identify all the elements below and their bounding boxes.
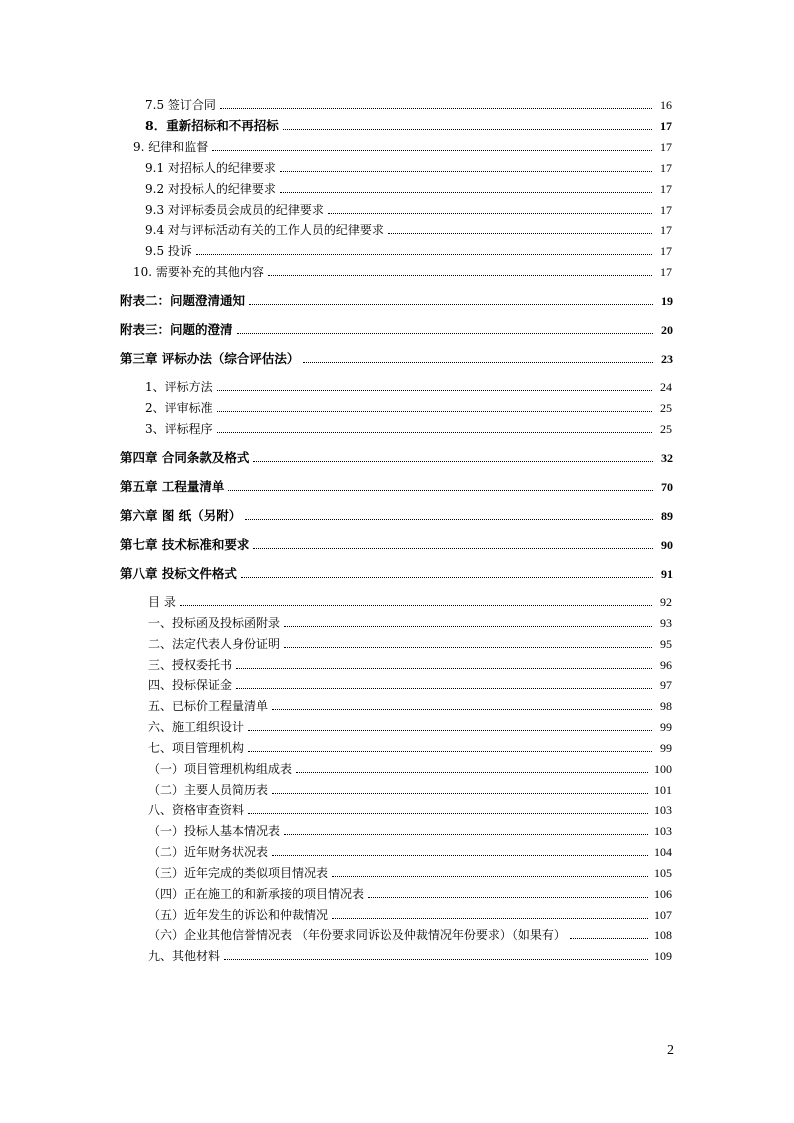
toc-entry-label: （一）投标人基本情况表: [148, 824, 281, 838]
toc-entry: [120, 451, 673, 465]
toc-entry-label: 五、已标价工程量清单: [148, 699, 269, 713]
toc-entry-page: 95: [660, 637, 672, 651]
toc-entry: [145, 380, 672, 394]
toc-entry-label: （一）项目管理机构组成表: [148, 762, 293, 776]
toc-entry-label: 9.3 对评标委员会成员的纪律要求: [145, 203, 324, 217]
toc-entry-label: 一、投标函及投标函附录: [148, 616, 281, 630]
toc-entry-page: 17: [660, 203, 672, 217]
leader-dots: [249, 303, 653, 305]
toc-entry-label: 9.4 对与评标活动有关的工作人员的纪律要求: [145, 223, 384, 237]
toc-entry-page: 106: [654, 887, 672, 901]
toc-entry-label: 九、其他材料: [148, 949, 221, 963]
toc-entry-label: 7.5 签订合同: [145, 98, 216, 112]
toc-entry: [148, 762, 672, 776]
toc-entry: [148, 741, 672, 755]
toc-entry-label: 第四章 合同条款及格式: [120, 450, 250, 465]
toc-entry: [148, 637, 672, 651]
toc-entry-label: 第八章 投标文件格式: [120, 566, 237, 581]
leader-dots: [272, 792, 648, 794]
toc-entry-label: 八、资格审查资料: [148, 803, 245, 817]
leader-dots: [388, 232, 652, 234]
toc-entry-label: 四、投标保证金: [148, 678, 233, 692]
toc-entry: [120, 509, 673, 523]
leader-dots: [224, 958, 648, 960]
toc-entry-label: 目 录: [148, 595, 176, 609]
toc-entry: [148, 803, 672, 817]
leader-dots: [236, 667, 652, 669]
toc-entry-label: 10. 需要补充的其他内容: [133, 265, 264, 279]
toc-entry-page: 97: [660, 678, 672, 692]
toc-entry-page: 20: [661, 323, 673, 337]
toc-entry-page: 103: [654, 803, 672, 817]
leader-dots: [217, 389, 652, 391]
toc-entry-label: 第五章 工程量清单: [120, 479, 225, 494]
toc-entry-page: 19: [661, 294, 673, 308]
toc-entry-label: （六）企业其他信誉情况表 （年份要求同诉讼及仲裁情况年份要求）（如果有）: [148, 928, 566, 942]
toc-entry-label: 9. 纪律和监督: [133, 140, 209, 154]
toc-entry: [148, 908, 672, 922]
leader-dots: [217, 431, 652, 433]
toc-entry: [145, 119, 672, 133]
toc-entry-page: 17: [660, 161, 672, 175]
toc-entry-page: 90: [661, 538, 673, 552]
toc-entry-label: （三）近年完成的类似项目情况表: [148, 866, 329, 880]
toc-entry: [148, 616, 672, 630]
leader-dots: [284, 833, 648, 835]
toc-entry-label: （二）近年财务状况表: [148, 845, 269, 859]
leader-dots: [332, 917, 648, 919]
leader-dots: [268, 274, 652, 276]
leader-dots: [280, 170, 652, 172]
leader-dots: [332, 875, 648, 877]
toc-entry-page: 103: [654, 824, 672, 838]
toc-entry-label: 1、评标方法: [145, 380, 213, 394]
toc-entry-label: 9.2 对投标人的纪律要求: [145, 182, 276, 196]
leader-dots: [217, 410, 652, 412]
toc-entry-page: 105: [654, 866, 672, 880]
toc-entry-page: 104: [654, 845, 672, 859]
leader-dots: [253, 547, 653, 549]
toc-entry: [148, 720, 672, 734]
toc-entry-label: 8．重新招标和不再招标: [145, 118, 279, 133]
toc-entry: [148, 866, 672, 880]
toc-entry-label: 9.5 投诉: [145, 244, 192, 258]
toc-entry-page: 99: [660, 720, 672, 734]
toc-entry: [145, 401, 672, 415]
toc-entry-page: 92: [660, 595, 672, 609]
toc-entry: [148, 949, 672, 963]
toc-entry-page: 25: [660, 401, 672, 415]
leader-dots: [228, 489, 653, 491]
toc-entry-page: 17: [660, 119, 672, 133]
toc-entry-page: 32: [661, 451, 673, 465]
toc-entry-page: 17: [660, 140, 672, 154]
toc-entry: [148, 658, 672, 672]
toc-entry-label: 附表二：问题澄清通知: [120, 293, 246, 308]
toc-entry-page: 17: [660, 182, 672, 196]
toc-entry-page: 96: [660, 658, 672, 672]
toc-entry-page: 70: [661, 480, 673, 494]
leader-dots: [248, 812, 648, 814]
toc-entry: [145, 223, 672, 237]
toc-entry: [120, 480, 673, 494]
toc-entry-page: 100: [654, 762, 672, 776]
toc-entry-label: （四）正在施工的和新承接的项目情况表: [148, 887, 365, 901]
leader-dots: [570, 937, 648, 939]
toc-entry-page: 16: [660, 98, 672, 112]
toc-entry: [145, 203, 672, 217]
toc-entry: [148, 845, 672, 859]
leader-dots: [284, 625, 652, 627]
toc-entry-page: 23: [661, 352, 673, 366]
toc-entry: [148, 595, 672, 609]
toc-entry: [148, 699, 672, 713]
toc-entry-page: 25: [660, 422, 672, 436]
leader-dots: [253, 460, 653, 462]
leader-dots: [303, 361, 653, 363]
toc-entry-label: 第六章 图 纸（另附）: [120, 508, 242, 523]
toc-entry: [133, 265, 672, 279]
toc-entry: [120, 567, 673, 581]
toc-entry-label: （二）主要人员简历表: [148, 783, 269, 797]
toc-entry-page: 93: [660, 616, 672, 630]
leader-dots: [272, 854, 648, 856]
toc-entry-page: 99: [660, 741, 672, 755]
toc-entry: [133, 140, 672, 154]
toc-entry: [148, 783, 672, 797]
leader-dots: [248, 750, 652, 752]
toc-entry-page: 107: [654, 908, 672, 922]
leader-dots: [220, 107, 652, 109]
toc-entry: [120, 323, 673, 337]
toc-entry-page: 101: [654, 783, 672, 797]
leader-dots: [328, 212, 652, 214]
leader-dots: [236, 687, 652, 689]
leader-dots: [237, 332, 653, 334]
leader-dots: [283, 128, 652, 130]
toc-entry: [145, 244, 672, 258]
toc-entry-label: 七、项目管理机构: [148, 741, 245, 755]
leader-dots: [245, 518, 653, 520]
toc-entry-label: 六、施工组织设计: [148, 720, 245, 734]
toc-entry: [145, 422, 672, 436]
leader-dots: [212, 149, 652, 151]
toc-entry: [148, 928, 672, 942]
leader-dots: [180, 604, 652, 606]
leader-dots: [296, 771, 648, 773]
leader-dots: [241, 576, 653, 578]
leader-dots: [280, 191, 652, 193]
toc-entry-label: 2、评审标准: [145, 401, 213, 415]
toc-entry-page: 91: [661, 567, 673, 581]
toc-entry-page: 108: [654, 928, 672, 942]
toc-entry: [148, 824, 672, 838]
toc-entry: [120, 538, 673, 552]
leader-dots: [272, 708, 652, 710]
toc-entry-page: 17: [660, 223, 672, 237]
toc-entry: [145, 161, 672, 175]
toc-entry-label: 9.1 对招标人的纪律要求: [145, 161, 276, 175]
toc-entry-label: 三、授权委托书: [148, 658, 233, 672]
toc-entry-page: 17: [660, 265, 672, 279]
toc-entry-label: 二、法定代表人身份证明: [148, 637, 281, 651]
toc-entry: [148, 678, 672, 692]
leader-dots: [368, 896, 648, 898]
toc-entry-label: 第三章 评标办法（综合评估法）: [120, 351, 300, 366]
toc-entry-page: 17: [660, 244, 672, 258]
leader-dots: [196, 253, 652, 255]
leader-dots: [248, 729, 652, 731]
toc-entry-label: 附表三：问题的澄清: [120, 322, 233, 337]
toc-entry-page: 109: [654, 949, 672, 963]
toc-entry: [148, 887, 672, 901]
toc-entry: [145, 182, 672, 196]
toc-entry: [120, 352, 673, 366]
toc-entry-page: 98: [660, 699, 672, 713]
toc-entry-page: 89: [661, 509, 673, 523]
toc-entry-label: 3、评标程序: [145, 422, 213, 436]
toc-entry-label: （五）近年发生的诉讼和仲裁情况: [148, 908, 329, 922]
toc-entry-label: 第七章 技术标准和要求: [120, 537, 250, 552]
toc-entry: [145, 98, 672, 112]
toc-entry-page: 24: [660, 380, 672, 394]
page-number: 2: [667, 1043, 674, 1058]
toc-entry: [120, 294, 673, 308]
leader-dots: [284, 646, 652, 648]
